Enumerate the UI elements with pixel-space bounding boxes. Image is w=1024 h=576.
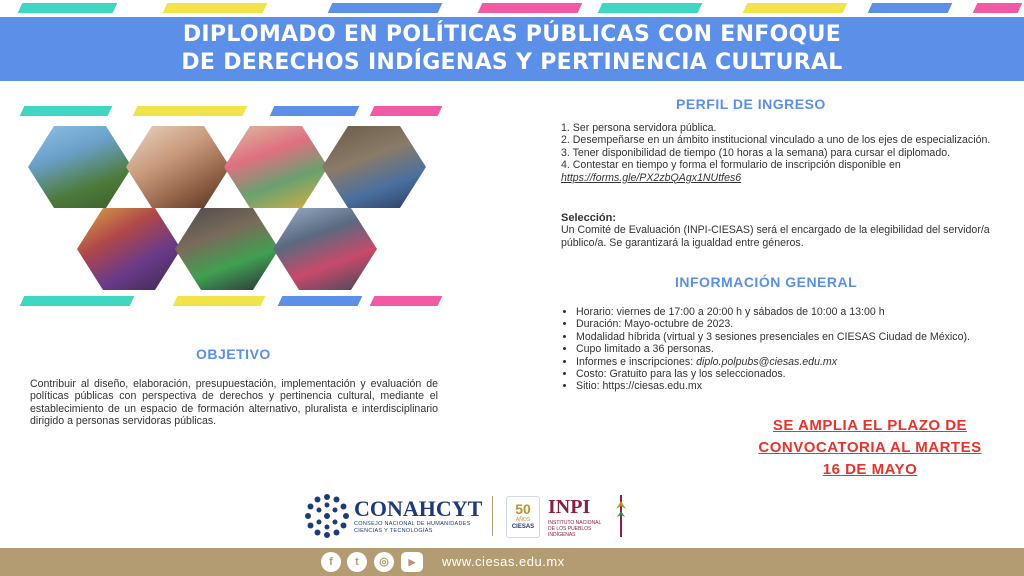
inpi-staff-icon: [613, 493, 629, 539]
deadline-extension-notice: [740, 415, 1000, 481]
registration-form-link[interactable]: https://forms.gle/PX2zbQAgx1NUtfes6: [561, 171, 742, 184]
photo-hex-2: [126, 126, 230, 208]
contact-email-link[interactable]: diplo.polpubs@ciesas.edu.mx: [696, 355, 838, 368]
inpi-subtitle-1: INSTITUTO NACIONAL: [548, 520, 602, 526]
conahcyt-subtitle-1: CONSEJO NACIONAL DE HUMANIDADES: [354, 521, 471, 527]
title-line-2: DE DERECHOS INDÍGENAS Y PERTINENCIA CULTURAL: [181, 50, 843, 75]
info-mode: • Modalidad híbrida (virtual y 3 sesiones presenciales en CIESAS Ciudad de México).: [576, 331, 982, 343]
profile-item-1: 1. Ser persona servidora pública.: [561, 122, 717, 134]
info-schedule: • Horario: viernes de 17:00 a 20:00 h y sábados de 10:00 a 13:00 h: [576, 306, 982, 318]
collage-stripe-blue: [270, 106, 360, 116]
info-cost: • Costo: Gratuito para las y los seleccionados.: [576, 368, 982, 380]
collage-stripe-blue: [278, 296, 363, 306]
ciesas-years: AÑOS: [515, 517, 531, 523]
photo-hex-3: [224, 126, 328, 208]
inpi-subtitle-2: DE LOS PUEBLOS: [548, 526, 592, 532]
collage-stripe-teal: [20, 296, 135, 306]
instagram-icon[interactable]: ◎: [374, 552, 394, 572]
inpi-subtitle-3: INDÍGENAS: [548, 532, 576, 538]
photo-hex-5: [77, 208, 181, 290]
collage-stripe-pink: [370, 296, 443, 306]
collage-stripe-teal: [20, 106, 113, 116]
photo-hex-7: [273, 208, 377, 290]
collage-stripe-yellow: [133, 106, 248, 116]
selection-block: [561, 212, 1001, 249]
collage-stripe-pink: [370, 106, 443, 116]
ciesas-50-number: 50: [515, 501, 531, 517]
ciesas-name: CIESAS: [511, 524, 535, 530]
info-contact-label: Informes e inscripciones:: [576, 355, 697, 368]
collage-stripe-yellow: [173, 296, 266, 306]
twitter-icon[interactable]: t: [347, 552, 367, 572]
logo-divider: [492, 496, 493, 536]
stripe-yellow: [743, 3, 848, 13]
photo-hex-1: [28, 126, 132, 208]
selection-text: Un Comité de Evaluación (INPI-CIESAS) será el encargado de la elegibilidad del servidor/a público/a. Se garantizará la igualdad entre géneros.: [561, 224, 990, 249]
footer-website[interactable]: www.ciesas.edu.mx: [442, 554, 565, 569]
ciesas-50-logo: [506, 496, 540, 538]
info-site[interactable]: • Sitio: https://ciesas.edu.mx: [576, 380, 982, 392]
selection-label: Selección:: [561, 212, 617, 224]
stripe-yellow: [163, 3, 268, 13]
conahcyt-name: CONAHCYT: [354, 496, 483, 521]
conahcyt-emblem-icon: [304, 493, 350, 539]
profile-item-4: 4. Contestar en tiempo y forma el formulario de inscripción disponible en: [561, 159, 901, 172]
profile-list: [561, 122, 1001, 184]
extension-line-3: 16 DE MAYO: [822, 461, 918, 478]
stripe-pink: [973, 3, 1023, 13]
extension-line-2: CONVOCATORIA AL MARTES: [758, 439, 982, 456]
stripe-teal: [598, 3, 703, 13]
profile-item-3: 3. Tener disponibilidad de tiempo (10 horas a la semana) para cursar el diplomado.: [561, 146, 951, 159]
institution-logos: [300, 490, 640, 542]
profile-item-2: 2. Desempeñarse en un ámbito institucional vinculado a uno de los ejes de especialización.: [561, 134, 991, 147]
info-duration: • Duración: Mayo-octubre de 2023.: [576, 318, 982, 330]
info-contact: [576, 356, 982, 368]
photo-hex-6: [175, 208, 279, 290]
title-banner: [0, 17, 1024, 81]
conahcyt-subtitle-2: CIENCIAS Y TECNOLOGÍAS: [354, 528, 433, 534]
extension-line-1: SE AMPLIA EL PLAZO DE: [772, 417, 968, 434]
footer-bar: [0, 548, 1024, 576]
inpi-name: INPI: [548, 496, 591, 518]
stripe-pink: [478, 3, 583, 13]
info-list: [562, 306, 982, 393]
stripe-teal: [18, 3, 118, 13]
info-heading: INFORMACIÓN GENERAL: [675, 274, 858, 290]
info-capacity: • Cupo limitado a 36 personas.: [576, 343, 982, 355]
youtube-icon[interactable]: ▶: [401, 552, 423, 572]
title-line-1: DIPLOMADO EN POLÍTICAS PÚBLICAS CON ENFOQUE: [182, 22, 842, 47]
facebook-icon[interactable]: f: [321, 552, 341, 572]
photo-hex-4: [322, 126, 426, 208]
objective-heading: OBJETIVO: [196, 346, 271, 362]
profile-heading: PERFIL DE INGRESO: [676, 96, 826, 112]
objective-text: Contribuir al diseño, elaboración, presupuestación, implementación y evaluación de políticas públicas con perspectiva de derechos y pertinencia cultural, mediante el establecimiento de un espacio de formación alternativo, pluralista e interdisciplinario dirigido a personas servidoras públicas.: [30, 378, 438, 428]
stripe-blue: [328, 3, 443, 13]
stripe-blue: [868, 3, 953, 13]
